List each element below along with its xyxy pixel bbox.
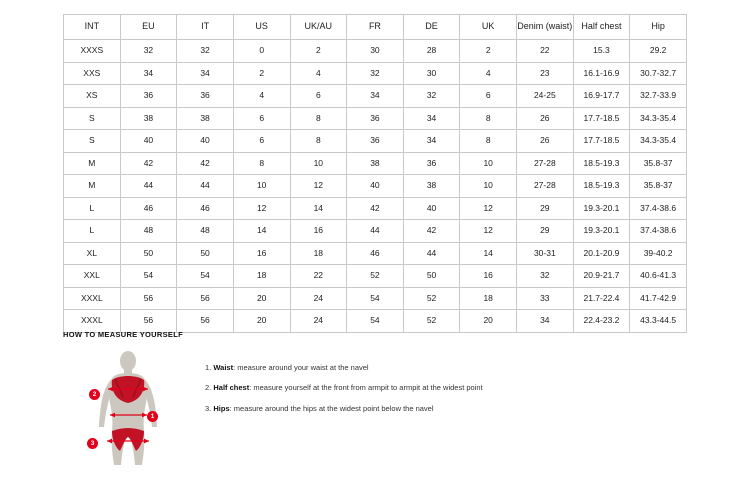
table-cell: 18 [233,265,290,288]
column-header: UK/AU [290,15,347,40]
measure-instructions-list [205,349,483,424]
table-cell: 52 [403,287,460,310]
column-header: Denim (waist) [517,15,574,40]
table-cell: M [64,152,121,175]
table-cell: L [64,220,121,243]
table-cell: 36 [403,152,460,175]
table-cell: 40 [177,130,234,153]
table-cell: 18.5-19.3 [573,175,630,198]
table-cell: 8 [460,130,517,153]
table-cell: 40 [403,197,460,220]
table-cell: L [64,197,121,220]
table-cell: 54 [347,287,404,310]
table-header-row [64,15,687,40]
how-to-measure-body [63,349,687,474]
table-cell: 17.7-18.5 [573,107,630,130]
table-cell: 28 [403,40,460,63]
table-cell: 56 [120,310,177,333]
size-chart-table [63,14,687,333]
table-cell: 37.4-38.6 [630,197,687,220]
table-cell: 21.7-22.4 [573,287,630,310]
table-row [64,175,687,198]
table-cell: 6 [290,85,347,108]
table-cell: 48 [120,220,177,243]
table-cell: 2 [233,62,290,85]
table-cell: 34 [120,62,177,85]
table-cell: 32 [120,40,177,63]
table-cell: 10 [460,175,517,198]
table-cell: 52 [347,265,404,288]
table-row [64,40,687,63]
table-cell: 24 [290,310,347,333]
table-cell: 10 [290,152,347,175]
table-cell: 18 [290,242,347,265]
table-row [64,130,687,153]
table-cell: 44 [403,242,460,265]
table-cell: 0 [233,40,290,63]
table-cell: 4 [290,62,347,85]
table-cell: 36 [347,130,404,153]
table-cell: 8 [460,107,517,130]
table-cell: 26 [517,130,574,153]
table-cell: 12 [233,197,290,220]
table-body [64,40,687,333]
table-cell: 22 [290,265,347,288]
table-cell: 4 [460,62,517,85]
table-cell: 35.8-37 [630,152,687,175]
column-header: INT [64,15,121,40]
table-cell: 10 [233,175,290,198]
table-cell: 35.8-37 [630,175,687,198]
table-row [64,220,687,243]
table-cell: 29 [517,220,574,243]
table-cell: 34.3-35.4 [630,107,687,130]
table-cell: 20.1-20.9 [573,242,630,265]
table-cell: 41.7-42.9 [630,287,687,310]
table-cell: 10 [460,152,517,175]
table-cell: XXS [64,62,121,85]
table-cell: 23 [517,62,574,85]
measure-instruction-number: 2. [205,383,212,393]
table-cell: 20.9-21.7 [573,265,630,288]
table-cell: 6 [233,107,290,130]
column-header: Half chest [573,15,630,40]
measure-instruction-text: : measure yourself at the front from armpit to armpit at the widest point [249,383,483,393]
table-cell: 20 [233,310,290,333]
table-cell: 48 [177,220,234,243]
table-cell: 42 [120,152,177,175]
column-header: US [233,15,290,40]
column-header: IT [177,15,234,40]
table-row [64,242,687,265]
table-cell: 22 [517,40,574,63]
table-cell: 54 [120,265,177,288]
table-row [64,62,687,85]
table-cell: 14 [460,242,517,265]
table-cell: 44 [347,220,404,243]
table-cell: 32 [177,40,234,63]
table-cell: 44 [177,175,234,198]
table-row [64,107,687,130]
table-cell: 18.5-19.3 [573,152,630,175]
table-cell: 20 [233,287,290,310]
column-header: DE [403,15,460,40]
measure-instruction-text: : measure around the hips at the widest point below the navel [229,403,434,413]
table-cell: 50 [403,265,460,288]
table-cell: M [64,175,121,198]
table-cell: 26 [517,107,574,130]
table-cell: 34 [177,62,234,85]
table-cell: 46 [120,197,177,220]
table-cell: 8 [233,152,290,175]
table-cell: 40 [120,130,177,153]
table-cell: 54 [177,265,234,288]
table-cell: 20 [460,310,517,333]
column-header: FR [347,15,404,40]
table-cell: 56 [120,287,177,310]
table-cell: 16 [460,265,517,288]
table-row [64,85,687,108]
table-cell: 32 [347,62,404,85]
table-cell: 54 [347,310,404,333]
how-to-measure-section [63,330,687,474]
table-cell: 32 [517,265,574,288]
table-cell: 15.3 [573,40,630,63]
table-cell: XXXS [64,40,121,63]
table-cell: 6 [460,85,517,108]
table-row [64,287,687,310]
callout-badge-1: 1 [147,411,158,422]
table-cell: 6 [233,130,290,153]
table-cell: 16.1-16.9 [573,62,630,85]
measure-instruction-text: : measure around your waist at the navel [233,363,369,372]
table-cell: 44 [120,175,177,198]
table-cell: 34.3-35.4 [630,130,687,153]
measure-instruction-label: Hips [213,403,230,413]
table-cell: 43.3-44.5 [630,310,687,333]
table-cell: 36 [347,107,404,130]
table-cell: XS [64,85,121,108]
measure-instruction-number: 1. [205,363,212,372]
table-cell: 8 [290,130,347,153]
table-cell: 50 [177,242,234,265]
table-cell: 22.4-23.2 [573,310,630,333]
measure-instruction-label: Half chest [213,383,250,393]
how-to-measure-title: HOW TO MEASURE YOURSELF [63,330,183,339]
table-cell: 40.6-41.3 [630,265,687,288]
table-cell: 46 [347,242,404,265]
table-cell: 50 [120,242,177,265]
table-cell: 30 [347,40,404,63]
table-row [64,152,687,175]
table-cell: 30 [403,62,460,85]
table-cell: 46 [177,197,234,220]
table-cell: XXXL [64,287,121,310]
table-cell: 12 [460,197,517,220]
table-cell: 12 [290,175,347,198]
measure-instruction-number: 3. [205,403,212,413]
table-cell: 27-28 [517,175,574,198]
table-cell: 56 [177,287,234,310]
size-chart-container [63,14,687,333]
table-cell: 38 [403,175,460,198]
table-cell: 4 [233,85,290,108]
table-cell: XXL [64,265,121,288]
table-cell: 33 [517,287,574,310]
table-cell: 32 [403,85,460,108]
table-cell: 34 [403,107,460,130]
table-cell: 29.2 [630,40,687,63]
table-cell: XL [64,242,121,265]
table-cell: 29 [517,197,574,220]
table-cell: 27-28 [517,152,574,175]
table-cell: 38 [347,152,404,175]
table-cell: 36 [120,85,177,108]
table-cell: 16.9-17.7 [573,85,630,108]
table-cell: 2 [290,40,347,63]
table-cell: 34 [403,130,460,153]
table-cell: 37.4-38.6 [630,220,687,243]
table-cell: 2 [460,40,517,63]
table-cell: 14 [290,197,347,220]
callout-badge-2: 2 [89,389,100,400]
table-cell: 14 [233,220,290,243]
table-cell: 24-25 [517,85,574,108]
table-cell: 32.7-33.9 [630,85,687,108]
table-cell: 19.3-20.1 [573,220,630,243]
table-cell: 56 [177,310,234,333]
table-cell: 36 [177,85,234,108]
table-cell: 34 [517,310,574,333]
table-cell: 42 [177,152,234,175]
table-row [64,310,687,333]
table-cell: 30-31 [517,242,574,265]
table-cell: 16 [290,220,347,243]
table-cell: S [64,107,121,130]
measure-instruction [205,404,483,413]
table-cell: 34 [347,85,404,108]
table-cell: XXXL [64,310,121,333]
table-cell: 52 [403,310,460,333]
table-row [64,265,687,288]
table-cell: 40 [347,175,404,198]
table-cell: 38 [177,107,234,130]
column-header: EU [120,15,177,40]
callout-badge-3: 3 [87,438,98,449]
table-cell: 39-40.2 [630,242,687,265]
column-header: UK [460,15,517,40]
table-cell: 18 [460,287,517,310]
table-cell: 24 [290,287,347,310]
table-cell: 8 [290,107,347,130]
table-cell: S [64,130,121,153]
female-body-illustration-icon [63,349,193,474]
measure-instruction [205,383,483,392]
measure-instruction [205,363,483,372]
table-cell: 16 [233,242,290,265]
table-cell: 17.7-18.5 [573,130,630,153]
body-figure [63,349,193,474]
measure-instruction-label: Waist [213,363,234,372]
table-cell: 42 [347,197,404,220]
table-cell: 42 [403,220,460,243]
table-cell: 30.7-32.7 [630,62,687,85]
column-header: Hip [630,15,687,40]
table-row [64,197,687,220]
table-cell: 12 [460,220,517,243]
table-cell: 19.3-20.1 [573,197,630,220]
table-cell: 38 [120,107,177,130]
